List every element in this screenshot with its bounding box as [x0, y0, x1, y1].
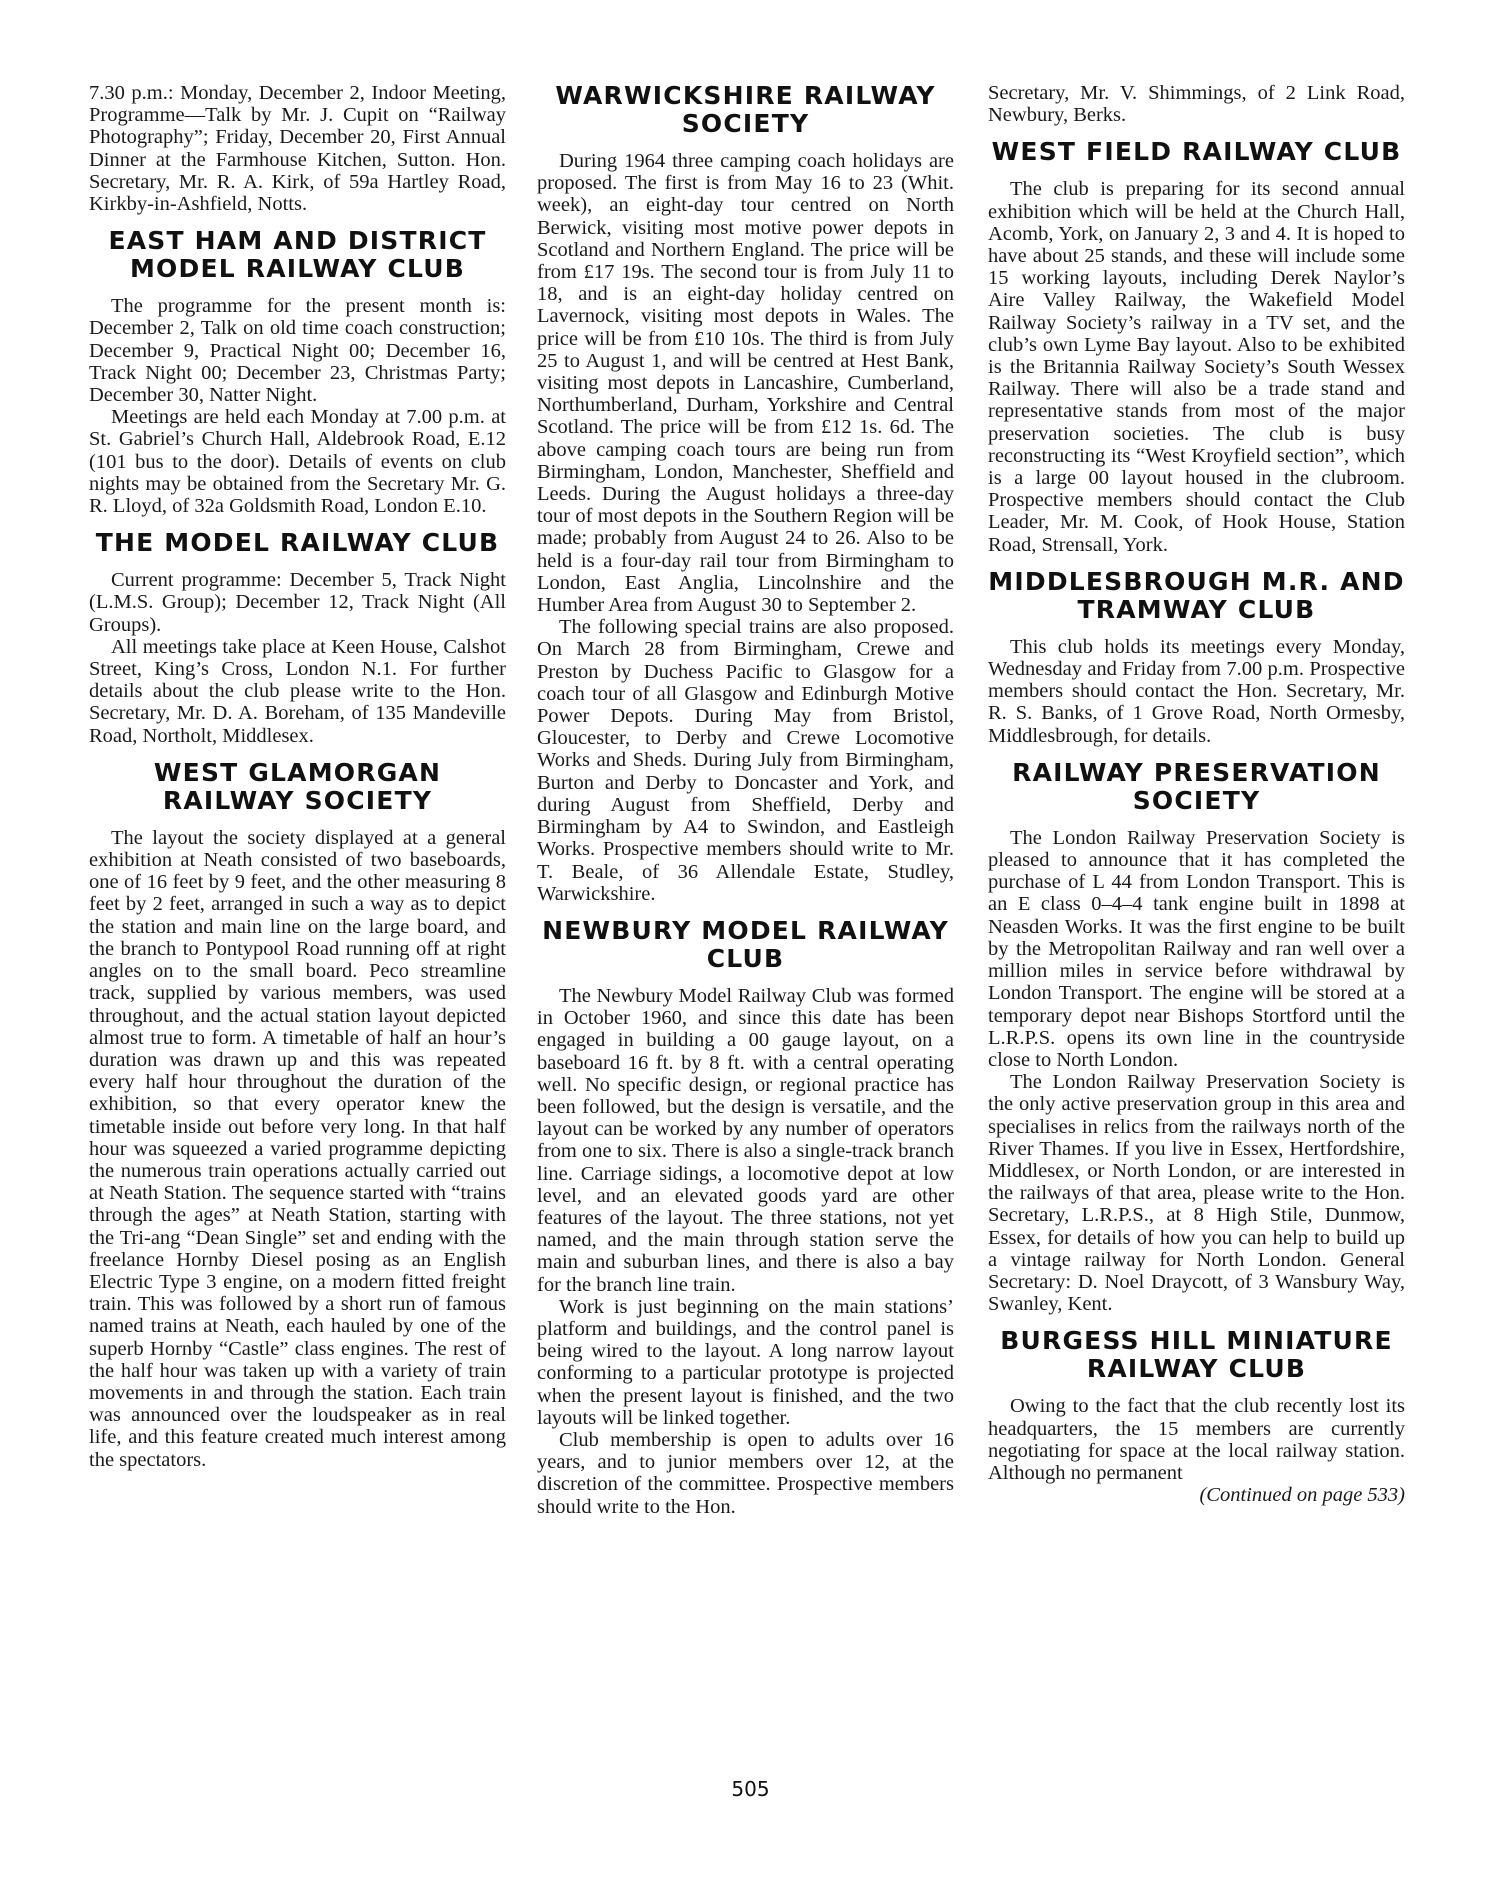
newbury-paragraph-2: Work is just beginning on the main stations’ platform and buildings, and the control panel is being wired to the layout. A long narrow layout conforming to a particular prototype is projected when the present layout is finished, and the two layouts will be linked together. [537, 1295, 954, 1429]
model-railway-club-paragraph-2: All meetings take place at Keen House, Calshot Street, King’s Cross, London N.1. For further details about the club please write to the Hon. Secretary, Mr. D. A. Boreham, of 135 Mandeville Road, Northolt, Middlesex. [89, 635, 506, 747]
burgess-hill-heading: BURGESS HILL MINIATURE RAILWAY CLUB [1000, 1326, 1393, 1384]
west-field-paragraph-1: The club is preparing for its second annual exhibition which will be held at the Church Hall, Acomb, York, on January 2, 3 and 4. It is hoped to have about 25 stands, and these will include some 15 working layouts, including Derek Naylor’s Aire Valley Railway, the Wakefield Model Railway Society’s railway in a TV set, and the club’s own Lyme Bay layout. Also to be exhibited is the Britannia Railway Society’s South Wessex Railway. There will also be a trade stand and representative stands from most of the major preservation societies. The club is busy reconstructing its “West Kroyfield section”, which is a large 00 layout housed in the clubroom. Prospective members should contact the Club Leader, Mr. M. Cook, of Hook House, Station Road, Strensall, York. [988, 178, 1405, 556]
east-ham-paragraph-1: The programme for the present month is: December 2, Talk on old time coach construction; December 9, Practical Night 00; December 16, Track Night 00; December 23, Christmas Party; December 30, Natter Night. [89, 295, 506, 407]
model-railway-club-paragraph-1: Current programme: December 5, Track Night (L.M.S. Group); December 12, Track Night (All Groups). [89, 569, 506, 636]
newbury-heading: NEWBURY MODEL RAILWAY CLUB [542, 915, 949, 973]
east-ham-paragraph-2: Meetings are held each Monday at 7.00 p.m. at St. Gabriel’s Church Hall, Aldebrook Road, E.12 (101 bus to the door). Details of events on club nights may be obtained from the Secretary Mr. G. R. Lloyd, of 32a Goldsmith Road, London E.10. [89, 406, 506, 518]
newbury-paragraph-1: The Newbury Model Railway Club was formed in October 1960, and since this date has been engaged in building a 00 gauge layout, on a baseboard 16 ft. by 8 ft. with a central operating well. No specific design, or regional practice has been followed, but the design is versatile, and the layout can be worked by any number of operators from one to six. There is also a single-track branch line. Carriage sidings, a locomotive depot at low level, and an elevated goods yard are other features of the layout. The three stations, not yet named, and the main through station serve the main and suburban lines, and there is also a bay for the branch line train. [537, 984, 954, 1296]
burgess-hill-paragraph-1: Owing to the fact that the club recently lost its headquarters, the 15 members are currently negotiating for space at the local railway station. Although no permanent [988, 1395, 1405, 1484]
warwickshire-paragraph-2: The following special trains are also proposed. On March 28 from Birmingham, Crewe and Preston by Duchess Pacific to Glasgow for a coach tour of all Glasgow and Edinburgh Motive Power Depots. During May from Bristol, Gloucester, to Derby and Crewe Locomotive Works and Sheds. During July from Birmingham, Burton and Derby to Doncaster and York, and during August from Sheffield, Derby and Birmingham by A4 to Swindon, and Eastleigh Works. Prospective members should write to Mr. T. Beale, of 36 Allendale Estate, Studley, Warwickshire. [537, 616, 954, 905]
west-glamorgan-paragraph-1: The layout the society displayed at a general exhibition at Neath consisted of two baseboards, one of 16 feet by 9 feet, and the other measuring 8 feet by 2 feet, arranged in such a way as to depict the station and main line on the large board, and the branch to Pontypool Road running off at right angles on to the small board. Peco streamline track, supplied by various members, was used throughout, and the actual station layout depicted almost true to form. A timetable of half an hour’s duration was drawn up and this was repeated every half hour throughout the duration of the exhibition, so that every operator knew the timetable inside out before very long. In that half hour was squeezed a varied programme depicting the numerous train operations actually carried out at Neath Station. The sequence started with “trains through the ages” at Neath Station, starting with the Tri-ang “Dean Single” set and ending with the freelance Hornby Diesel posing as an English Electric Type 3 engine, on a modern fitted freight train. This was followed by a short run of famous named trains at Neath, each hauled by one of the superb Hornby “Castle” class engines. The rest of the half hour was taken up with a variety of train movements in and through the station. Each train was announced over the loudspeaker as in real life, and this feature created much interest among the spectators. [89, 826, 506, 1471]
page-number: 505 [731, 1777, 770, 1801]
column-2 [537, 82, 954, 1518]
preservation-heading: RAILWAY PRESERVATION SOCIETY [1012, 757, 1381, 815]
east-ham-heading: EAST HAM AND DISTRICT MODEL RAILWAY CLUB [108, 226, 487, 284]
newbury-paragraph-3: Club membership is open to adults over 16 years, and to junior members over 12, at the discretion of the committee. Prospective members should write to the Hon. [537, 1428, 954, 1518]
warwickshire-paragraph-1: During 1964 three camping coach holidays are proposed. The first is from May 16 to 23 (Whit. week), an eight-day tour centred on North Berwick, visiting most motive power depots in Scotland and Northern England. The price will be from £17 19s. The second tour is from July 11 to 18, and is an eight-day holiday centred on Lavernock, visiting most depots in Wales. The price will be from £10 10s. The third is from July 25 to August 1, and will be centred at Hest Bank, visiting most depots in Lancashire, Cumberland, Northumberland, Durham, Yorkshire and Central Scotland. The price will be from £12 1s. 6d. The above camping coach tours are being run from Birmingham, London, Manchester, Sheffield and Leeds. During the August holidays a three-day tour of most depots in the Southern Region will be made; probably from August 24 to 26. Also to be held is a four-day rail tour from Birmingham to London, East Anglia, Lincolnshire and the Humber Area from August 30 to September 2. [537, 150, 954, 617]
west-glamorgan-heading: WEST GLAMORGAN RAILWAY SOCIETY [153, 757, 442, 815]
column-3-intro-paragraph: Secretary, Mr. V. Shimmings, of 2 Link Road, Newbury, Berks. [988, 82, 1405, 127]
middlesbrough-heading: MIDDLESBROUGH M.R. AND TRAMWAY CLUB [988, 566, 1405, 624]
preservation-paragraph-2: The London Railway Preservation Society is the only active preservation group in this area and specialises in relics from the railways north of the River Thames. If you live in Essex, Hertfordshire, Middlesex, or North London, or are interested in the railways of that area, please write to the Hon. Secretary, L.R.P.S., at 8 High Stile, Dunmow, Essex, for details of how you can help to build up a vintage railway for North London. General Secretary: D. Noel Draycott, of 3 Wansbury Way, Swanley, Kent. [988, 1071, 1405, 1316]
column-1 [89, 82, 506, 1471]
column-1-intro-paragraph: 7.30 p.m.: Monday, December 2, Indoor Meeting, Programme—Talk by Mr. J. Cupit on “Railway Photography”; Friday, December 20, First Annual Dinner at the Farmhouse Kitchen, Sutton. Hon. Secretary, Mr. R. A. Kirk, of 59a Hartley Road, Kirkby-in-Ashfield, Notts. [89, 82, 506, 216]
preservation-paragraph-1: The London Railway Preservation Society is pleased to announce that it has completed the purchase of L 44 from London Transport. This is an E class 0–4–4 tank engine built in 1898 at Neasden Works. It was the first engine to be built by the Metropolitan Railway and ran well over a million miles in service before withdrawal by London Transport. The engine will be stored at a temporary depot near Bishops Stortford until the L.R.P.S. opens its own line in the countryside close to North London. [988, 826, 1405, 1071]
model-railway-club-heading: THE MODEL RAILWAY CLUB [95, 528, 500, 558]
column-3 [988, 82, 1405, 1506]
west-field-heading: WEST FIELD RAILWAY CLUB [991, 137, 1402, 167]
middlesbrough-paragraph-1: This club holds its meetings every Monday, Wednesday and Friday from 7.00 p.m. Prospective members should contact the Hon. Secretary, Mr. R. S. Banks, of 1 Grove Road, North Ormesby, Middlesbrough, for details. [988, 635, 1405, 747]
continued-note: (Continued on page 533) [1199, 1484, 1405, 1507]
warwickshire-heading: WARWICKSHIRE RAILWAY SOCIETY [555, 81, 936, 138]
